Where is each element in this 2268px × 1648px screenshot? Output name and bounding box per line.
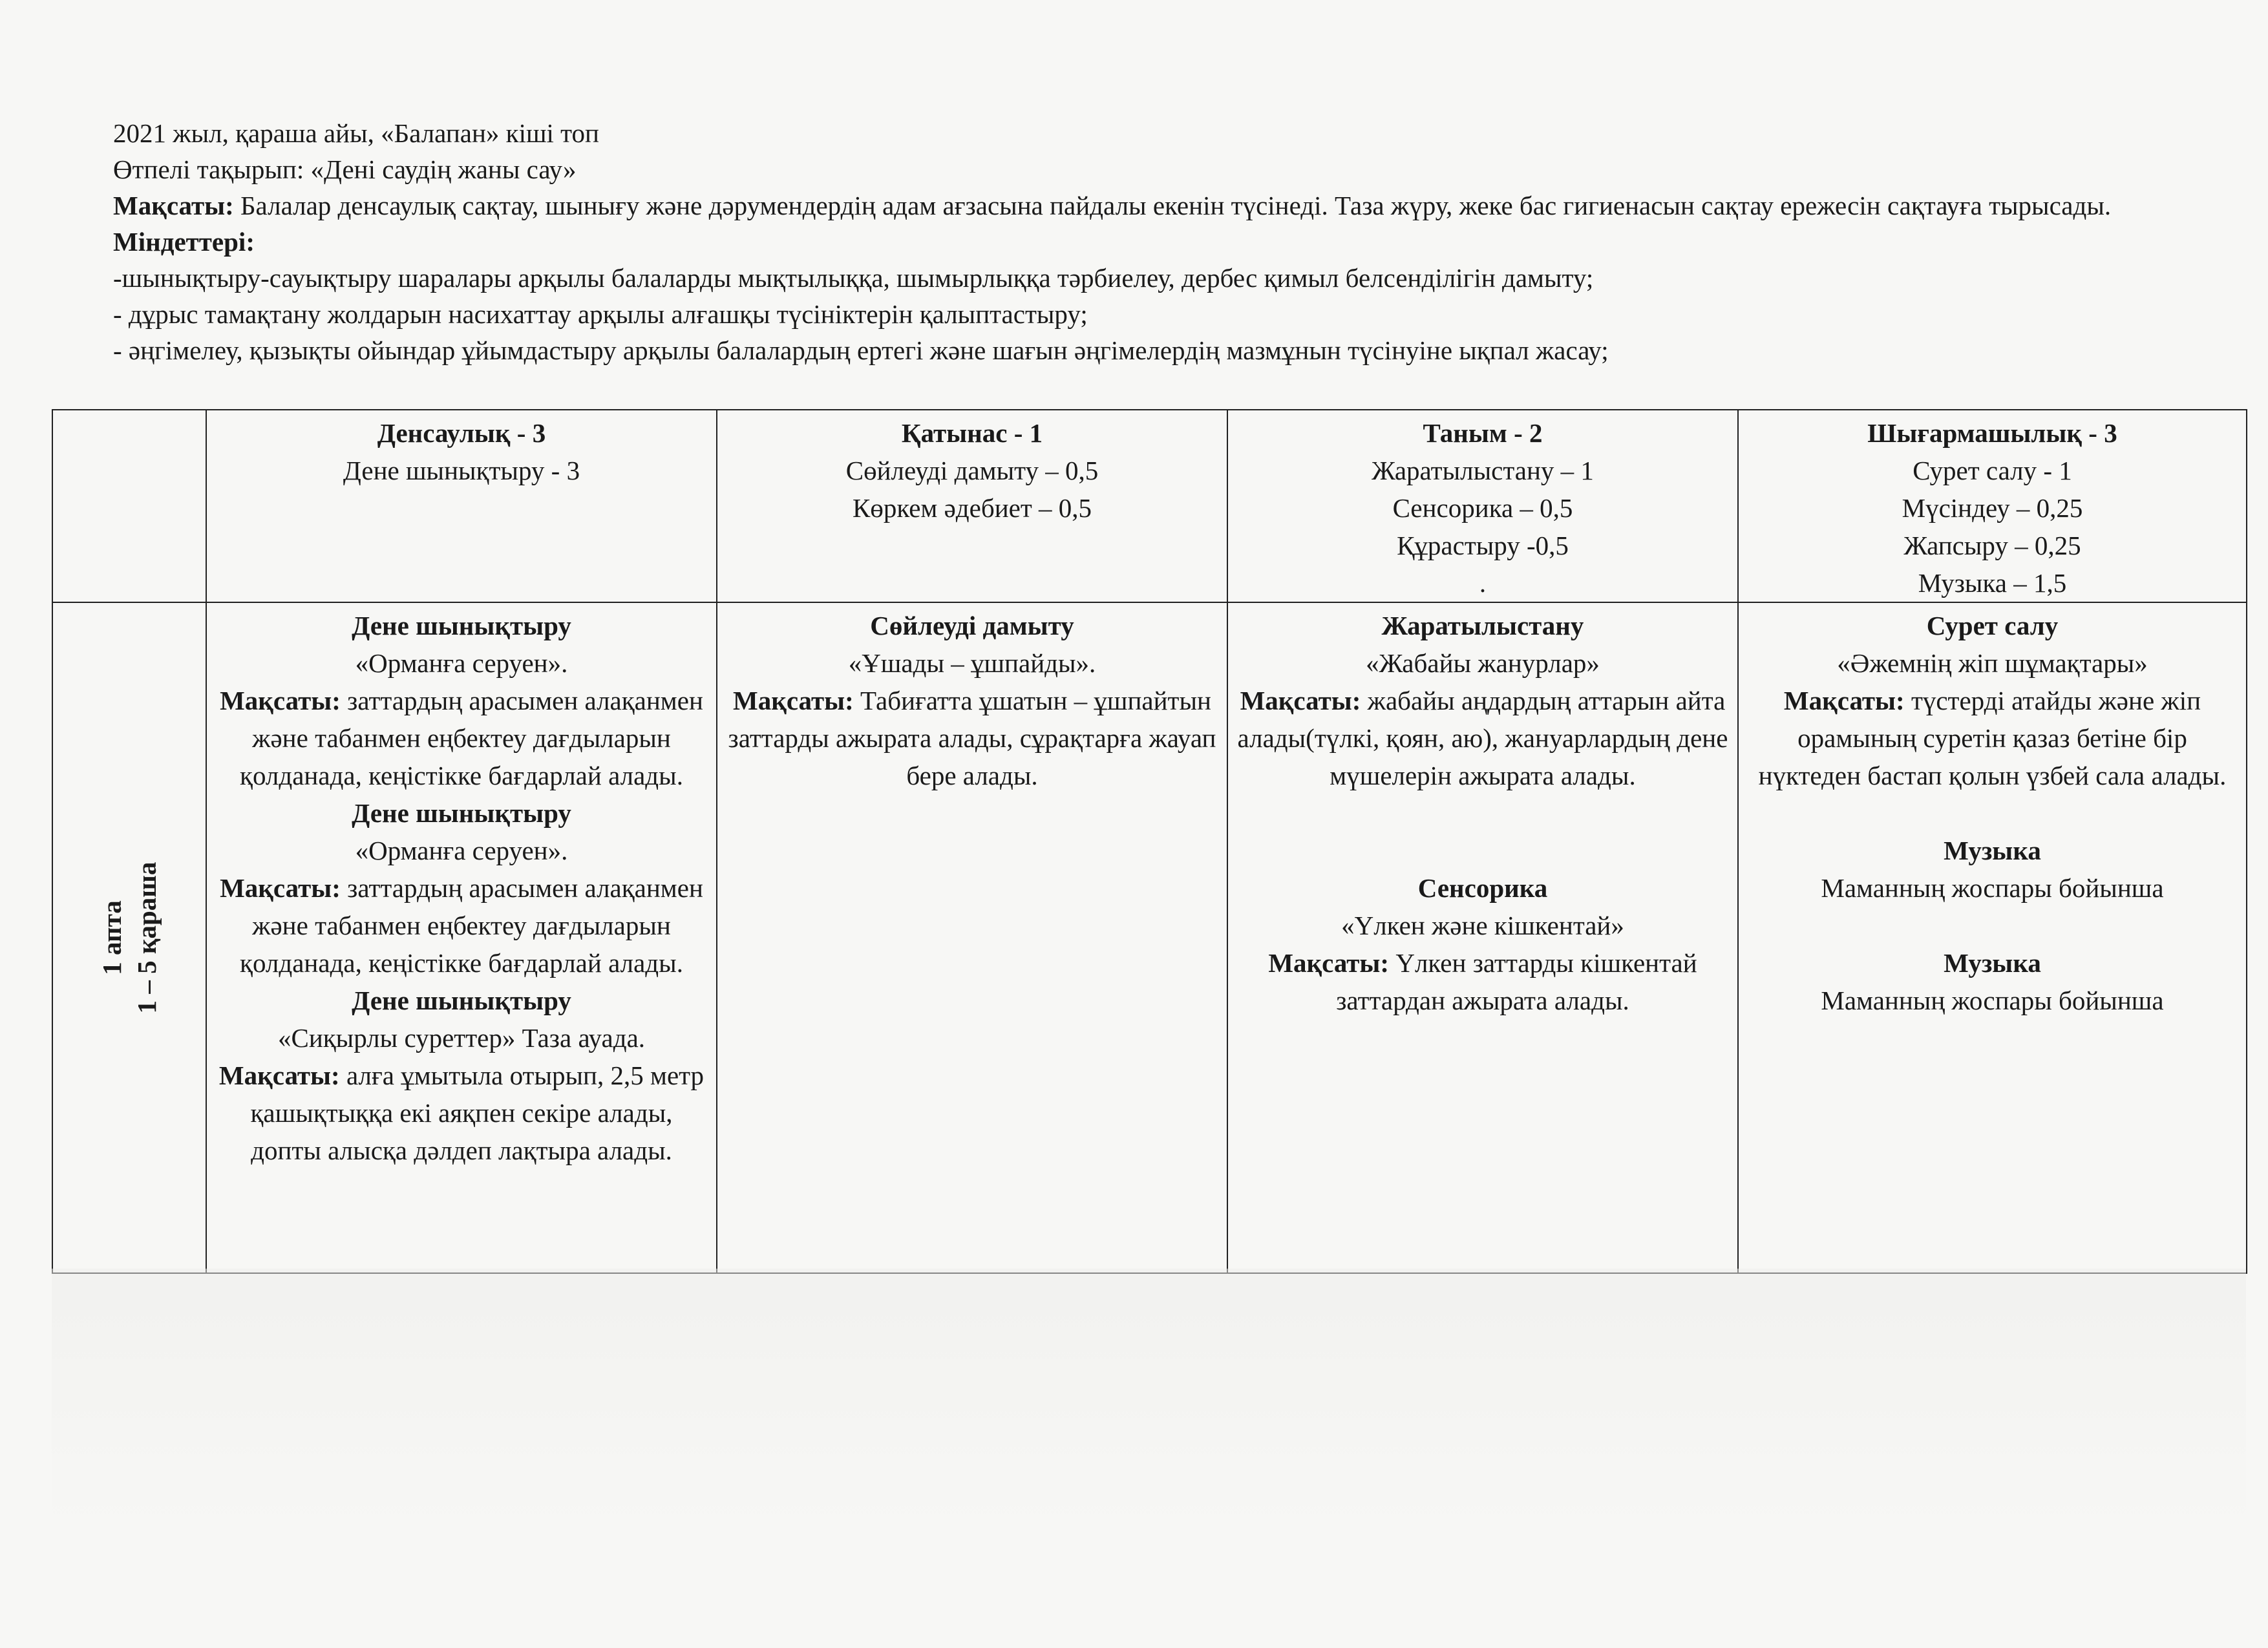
document-header	[113, 115, 2168, 368]
area-subject: Жаратылыстану – 1	[1372, 456, 1594, 485]
goal-text: жабайы аңдардың аттарын айта алады(түлкі, қоян, аю), жануарлардың дене мүшелерін ажырата алады.	[1237, 686, 1728, 790]
task-2: - дұрыс тамақтану жолдарын насихаттау арқылы алғашқы түсініктерін қалыптастыру;	[113, 299, 1088, 329]
area-subject: Жапсыру – 0,25	[1903, 531, 2081, 560]
area-subject: Мүсіндеу – 0,25	[1902, 493, 2083, 523]
health-activities-cell	[206, 602, 717, 1273]
area-title: Шығармашылық - 3	[1867, 418, 2117, 448]
activity-topic: «Үлкен және кішкентай»	[1341, 911, 1624, 940]
goal-label: Мақсаты:	[1268, 948, 1390, 978]
area-subject: Құрастыру -0,5	[1397, 531, 1569, 560]
area-title: Таным - 2	[1423, 418, 1543, 448]
corner-cell	[52, 410, 206, 602]
goal-text: Табиғатта ұшатын – ұшпайтын заттарды ажырата алады, сұрақтарға жауап бере алады.	[728, 686, 1216, 790]
goal-text: Балалар денсаулық сақтау, шынығу және дәрумендердің адам ағзасына пайдалы екенін түсінеді. Таза жүру, жеке бас гигиенасын сақтау ережесін сақтауға тырысады.	[233, 191, 2112, 220]
week-dates: 1 – 5 қараша	[132, 861, 162, 1014]
activity-goal	[724, 682, 1220, 794]
goal-text: алға ұмытыла отырып, 2,5 метр қашықтыққа екі аяқпен секіре алады, допты алысқа дәлдеп лақтыра алады.	[250, 1061, 705, 1165]
header-cell-creativity	[1738, 410, 2247, 602]
activity-title: Дене шынықтыру	[352, 611, 571, 640]
header-cell-cognition	[1227, 410, 1738, 602]
activity-goal	[1745, 682, 2240, 794]
tasks-label: Міндеттері:	[113, 227, 255, 257]
bleed-through-shadow	[52, 1269, 2246, 1527]
spacer	[1745, 907, 2240, 944]
activity-goal	[1235, 682, 1731, 794]
area-subject: Көркем әдебиет – 0,5	[852, 493, 1092, 523]
spacer	[1745, 794, 2240, 832]
goal-label: Мақсаты:	[220, 873, 341, 903]
week-cell	[52, 602, 206, 1273]
activity-topic: «Әжемнің жіп шұмақтары»	[1837, 648, 2148, 678]
area-subject: Сөйлеуді дамыту – 0,5	[845, 456, 1099, 485]
area-subject: Сенсорика – 0,5	[1392, 493, 1573, 523]
activity-text: Маманның жоспары бойынша	[1821, 986, 2164, 1015]
cognition-activities-cell	[1227, 602, 1738, 1273]
plan-table	[52, 409, 2247, 1274]
area-subject: Музыка – 1,5	[1918, 568, 2067, 598]
activity-goal	[213, 869, 710, 982]
activity-title: Сурет салу	[1926, 611, 2059, 640]
header-line-topic: Өтпелі тақырып: «Дені саудің жаны сау»	[113, 154, 577, 184]
activity-block	[213, 607, 710, 794]
goal-label: Мақсаты:	[1240, 686, 1361, 715]
goal-text: түстерді атайды және жіп орамының суретін қазаз бетіне бір нүктеден бастап қолын үзбей сала алады.	[1758, 686, 2227, 790]
goal-label: Мақсаты:	[218, 1061, 340, 1090]
activity-block	[213, 982, 710, 1169]
activity-goal	[1235, 944, 1731, 1019]
activity-title: Музыка	[1944, 948, 2041, 978]
activity-topic: «Ұшады – ұшпайды».	[848, 648, 1096, 678]
activity-topic: «Жабайы жанурлар»	[1366, 648, 1600, 678]
goal-text: Үлкен заттарды кішкентай заттардан ажырата алады.	[1336, 948, 1697, 1015]
header-cell-communication	[717, 410, 1227, 602]
area-title: Денсаулық - 3	[377, 418, 546, 448]
area-title: Қатынас - 1	[901, 418, 1043, 448]
goal-label: Мақсаты:	[220, 686, 341, 715]
activity-title: Сенсорика	[1417, 873, 1548, 903]
activity-title: Сөйлеуді дамыту	[870, 611, 1074, 640]
area-subject: Дене шынықтыру - 3	[343, 456, 580, 485]
goal-text: заттардың арасымен алақанмен және табанмен еңбектеу дағдыларын қолданада, кеңістікке бағдарлай алады.	[240, 686, 703, 790]
activity-topic: «Сиқырлы суреттер» Таза ауада.	[277, 1023, 646, 1053]
activity-topic: «Орманға серуен».	[355, 836, 568, 865]
creativity-activities-cell	[1738, 602, 2247, 1273]
goal-text: заттардың арасымен алақанмен және табанмен еңбектеу дағдыларын қолданада, кеңістікке бағдарлай алады.	[240, 873, 703, 978]
task-3: - әңгімелеу, қызықты ойындар ұйымдастыру арқылы балалардың ертегі және шағын әңгімелердің мазмұнын түсінуіне ықпал жасау;	[113, 335, 1609, 365]
header-cell-health	[206, 410, 717, 602]
activity-topic: «Орманға серуен».	[355, 648, 568, 678]
speech-activities-cell	[717, 602, 1227, 1273]
activity-title: Дене шынықтыру	[352, 986, 571, 1015]
task-1: -шынықтыру-сауықтыру шаралары арқылы балаларды мықтылыққа, шымырлыққа тәрбиелеу, дербес қимыл белсенділігін дамыту;	[113, 263, 1594, 293]
week-number: 1 апта	[97, 900, 127, 975]
activity-title: Дене шынықтыру	[352, 798, 571, 828]
week-row	[52, 602, 2247, 1273]
activity-text: Маманның жоспары бойынша	[1821, 873, 2164, 903]
week-label	[94, 862, 164, 1014]
activity-goal	[213, 1057, 710, 1169]
activity-block	[213, 794, 710, 982]
activity-title: Жаратылыстану	[1381, 611, 1584, 640]
activity-goal	[213, 682, 710, 794]
header-line-group: 2021 жыл, қараша айы, «Балапан» кіші топ	[113, 118, 599, 148]
goal-label: Мақсаты:	[733, 686, 854, 715]
header-goal	[113, 187, 2168, 224]
activity-title: Музыка	[1944, 836, 2041, 865]
area-subject: .	[1479, 568, 1487, 598]
spacer	[1235, 794, 1731, 869]
area-subject: Сурет салу - 1	[1913, 456, 2072, 485]
table-header-row	[52, 410, 2247, 602]
goal-label: Мақсаты:	[1783, 686, 1905, 715]
goal-label: Мақсаты:	[113, 191, 234, 220]
